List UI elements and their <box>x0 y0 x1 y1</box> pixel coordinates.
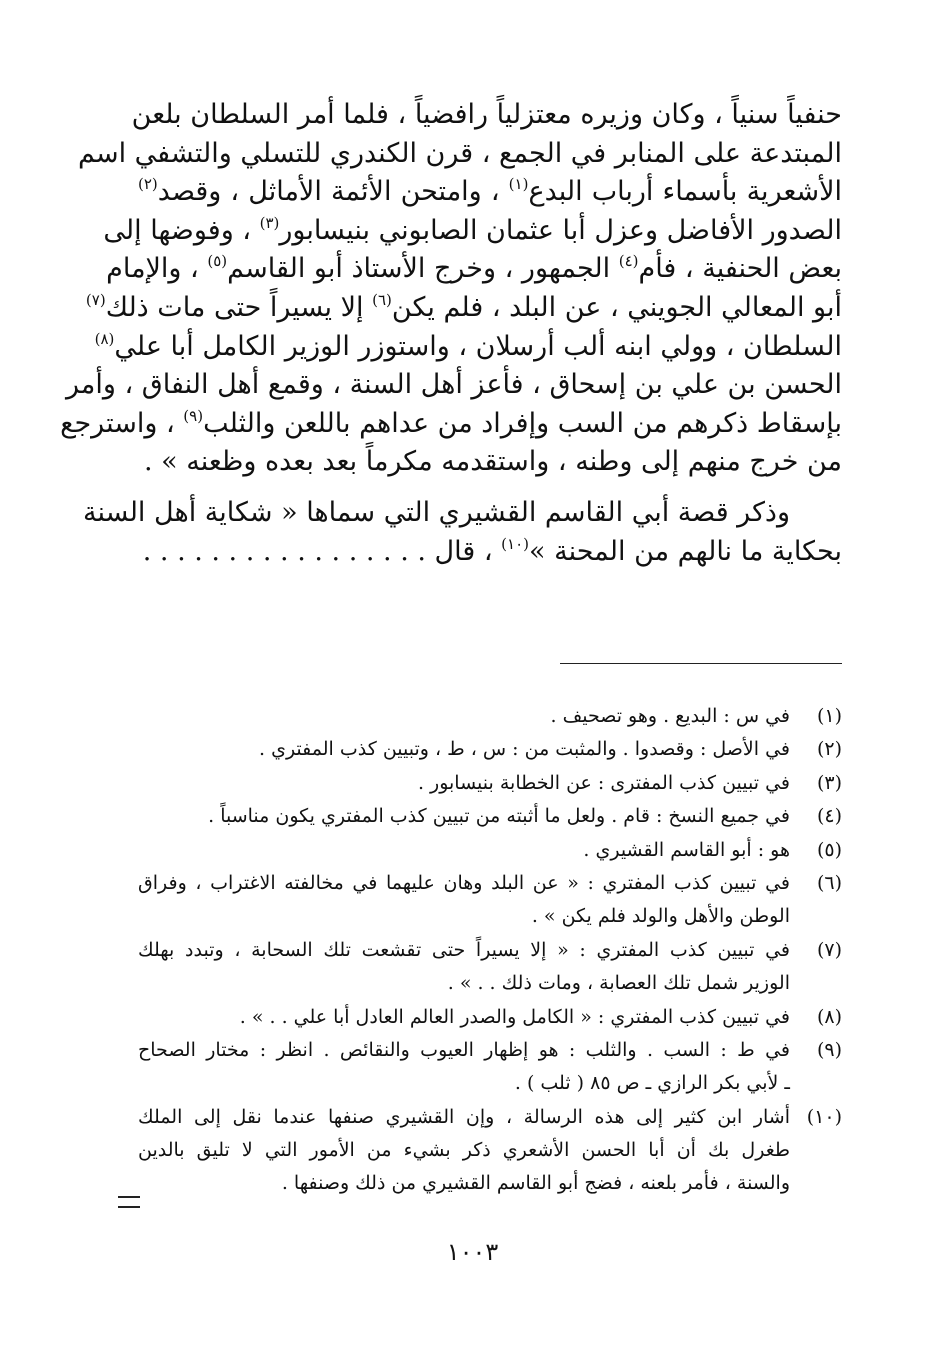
main-text <box>60 96 843 571</box>
text-line: المبتدعة على المنابر في الجمع ، قرن الكندري للتسلي والتشفي اسم <box>77 137 842 169</box>
footnote-9 <box>138 1034 842 1101</box>
footnote-3 <box>138 767 842 800</box>
text-line: بحكاية ما نالهم من المحنة »$^{(١٠)}$ ، قال . . . . . . . . . . . . . . . . . <box>142 534 842 567</box>
footnote-10 <box>138 1101 842 1201</box>
footnotes <box>138 700 842 1201</box>
footnote-number: (٧) <box>816 938 842 961</box>
footnote-reference: (٨) <box>94 329 115 348</box>
text-line: بإسقاط ذكرهم من السب وإفراد من عداهم باللعن والثلب$^{(٩)}$ ، واسترجع <box>60 406 842 439</box>
continuation-mark <box>118 1196 140 1208</box>
footnote-line: الوزير شمل تلك العصابة ، ومات ذلك . . » . <box>447 972 790 995</box>
text-line: الصدور الأفاضل وعزل أبا عثمان الصابوني بنيسابور$^{(٣)}$ ، وفوضها إلى <box>103 213 842 246</box>
text-line: بعض الحنفية ، فأم$^{(٤)}$ الجمهور ، وخرج الأستاذ أبو القاسم$^{(٥)}$ ، والإمام <box>106 252 842 285</box>
footnote-number: (٢) <box>816 738 842 761</box>
footnote-4 <box>138 800 842 833</box>
footnote-number: (١) <box>816 705 842 727</box>
footnote-reference: (٣) <box>259 213 280 232</box>
footnote-number: (٤) <box>816 805 842 828</box>
footnote-reference: (٦) <box>372 290 392 309</box>
footnote-8 <box>138 1001 842 1034</box>
paragraph-2 <box>82 494 842 571</box>
text-line: أبو المعالي الجويني ، عن البلد ، فلم يكن$^{(٦)}$ إلا يسيراً حتى مات ذلك$^{(٧)}$ <box>85 290 842 323</box>
text-line: حنفياً سنياً ، وكان وزيره معتزلياً رافضياً ، فلما أمر السلطان بلعن <box>131 99 842 130</box>
footnote-line: في س : البديع . وهو تصحيف . <box>550 705 790 727</box>
footnote-2 <box>138 733 842 766</box>
footnote-reference: (٩) <box>183 406 204 425</box>
footnote-number: (٩) <box>816 1038 842 1061</box>
page-number: ١٠٠٣ <box>446 1238 499 1266</box>
text-line: الأشعرية بأسماء أرباب البدع$^{(١)}$ ، وامتحن الأئمة الأماثل ، وقصد$^{(٢)}$ <box>138 175 843 208</box>
footnote-line: في ط : السب . والثلب : هو إظهار العيوب والنقائص . انظر : مختار الصحاح <box>138 1038 790 1061</box>
paragraph-1 <box>60 96 843 482</box>
footnote-line: في تبيين كذب المفترى : عن الخطابة بنيسابور . <box>417 771 790 794</box>
footnote-reference: (٥) <box>207 252 228 271</box>
footnote-number: (٨) <box>816 1005 842 1028</box>
footnote-reference: (٤) <box>618 252 639 271</box>
footnote-line: أشار ابن كثير إلى هذه الرسالة ، وإن القشيري صنفها عندما نقل إلى الملك <box>138 1105 790 1128</box>
footnote-line: في تبيين كذب المفتري : « عن البلد وهان عليهما في مخالفته الاغتراب ، وفراق <box>138 871 790 894</box>
footnote-5 <box>138 834 842 867</box>
footnote-line: هو : أبو القاسم القشيري . <box>583 838 790 861</box>
footnote-reference: (١) <box>508 175 529 194</box>
footnote-line: في الأصل : وقصدوا . والمثبت من : س ، ط ، وتبيين كذب المفتري . <box>259 738 790 761</box>
footnote-reference: (١٠) <box>501 534 530 553</box>
footnote-7 <box>138 934 842 1001</box>
text-line: وذكر قصة أبي القاسم القشيري التي سماها « شكاية أهل السنة <box>82 496 790 528</box>
footnote-line: والسنة ، فأمر بلعنه ، فضج أبو القاسم القشيري من ذلك وصنفها . <box>281 1172 790 1195</box>
footnote-number: (٦) <box>816 871 842 894</box>
footnote-reference: (٢) <box>138 175 158 194</box>
footnote-line: الوطن والأهل والولد فلم يكن » . <box>531 905 790 928</box>
footnote-reference: (٧) <box>85 290 106 309</box>
footnote-separator <box>560 663 842 664</box>
footnote-6 <box>138 867 842 934</box>
footnote-line: في تبيين كذب المفتري : « الكامل والصدر العالم العادل أبا علي . . » . <box>239 1005 790 1028</box>
footnote-number: (٥) <box>816 838 842 861</box>
text-line: الحسن بن علي بن إسحاق ، فأعز أهل السنة ، وقمع أهل النفاق ، وأمر <box>66 369 842 401</box>
text-line: السلطان ، وولي ابنه ألب أرسلان ، واستوزر الوزير الكامل أبا علي$^{(٨)}$ <box>94 329 842 362</box>
footnote-line: طغرل بك أن أبا الحسن الأشعري ذكر بشيء من الأمور التي لا تليق بالدين <box>138 1139 790 1162</box>
text-line: من خرج منهم إلى وطنه ، واستقدمه مكرماً بعد بعده وظعنه » . <box>143 446 842 478</box>
footnote-number: (٣) <box>816 771 842 794</box>
footnote-1 <box>138 700 842 733</box>
footnote-line: ـ لأبي بكر الرازي ـ ص ٨٥ ( ثلب ) . <box>514 1072 790 1095</box>
footnote-line: في تبيين كذب المفتري : « إلا يسيراً حتى تقشعت تلك السحابة ، وتبدد بهلك <box>138 938 790 961</box>
footnote-line: في جميع النسخ : قام . ولعل ما أثبته من تبيين كذب المفتري يكون مناسباً . <box>208 805 790 828</box>
footnote-number: (١٠) <box>806 1105 842 1128</box>
